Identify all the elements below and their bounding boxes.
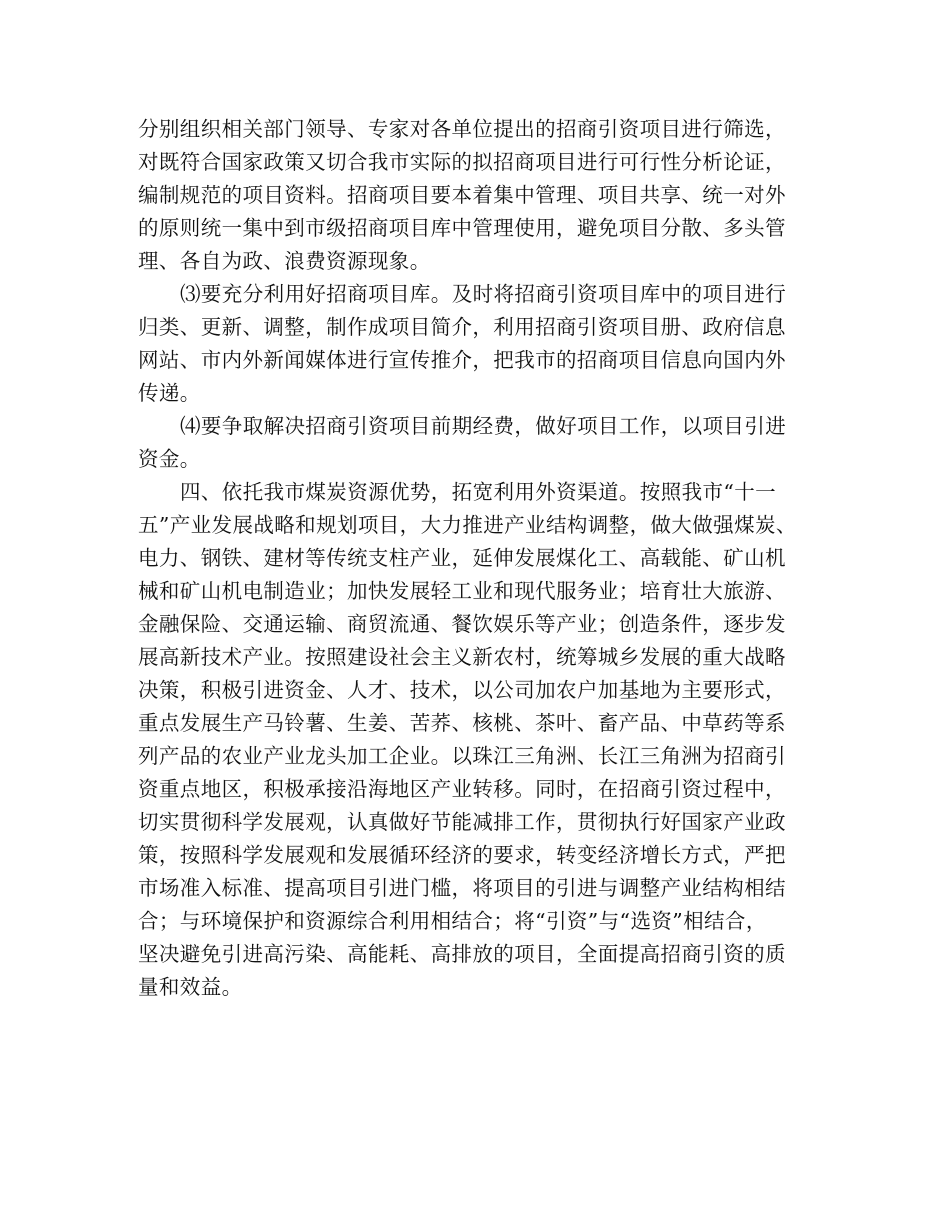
text-line: 坚决避免引进高污染、高能耗、高排放的项目，全面提高招商引资的质 [138,942,786,966]
text-line: 归类、更新、调整，制作成项目简介，利用招商引资项目册、政府信息 [138,315,786,339]
text-line: 分别组织相关部门领导、专家对各单位提出的招商引资项目进行筛选， [138,117,786,141]
text-line: 的原则统一集中到市级招商项目库中管理使用，避免项目分散、多头管 [138,216,786,240]
text-line: 对既符合国家政策又切合我市实际的拟招商项目进行可行性分析论证， [138,150,786,174]
text-line: 策，按照科学发展观和发展循环经济的要求，转变经济增长方式，严把 [138,843,786,867]
text-line: 合；与环境保护和资源综合利用相结合；将“引资”与“选资”相结合， [138,909,767,933]
text-line: 五”产业发展战略和规划项目，大力推进产业结构调整，做大做强煤炭、 [138,513,797,537]
text-line: 电力、钢铁、建材等传统支柱产业，延伸发展煤化工、高载能、矿山机 [138,546,786,570]
paragraph-start-line: ⑶要充分利用好招商项目库。及时将招商引资项目库中的项目进行 [180,282,787,306]
paragraph-start-line: ⑷要争取解决招商引资项目前期经费，做好项目工作，以项目引进 [180,414,787,438]
text-line: 量和效益。 [138,975,243,999]
text-line: 列产品的农业产业龙头加工企业。以珠江三角洲、长江三角洲为招商引 [138,744,786,768]
text-line: 传递。 [138,381,201,405]
text-line: 展高新技术产业。按照建设社会主义新农村，统筹城乡发展的重大战略 [138,645,786,669]
section-heading-line: 四、依托我市煤炭资源优势，拓宽利用外资渠道。按照我市“十一 [180,480,777,504]
text-line: 编制规范的项目资料。招商项目要本着集中管理、项目共享、统一对外 [138,183,786,207]
text-line: 金融保险、交通运输、商贸流通、餐饮娱乐等产业；创造条件，逐步发 [138,612,786,636]
body-text [138,113,828,1004]
text-line: 市场准入标准、提高项目引进门槛，将项目的引进与调整产业结构相结 [138,876,786,900]
text-line: 资金。 [138,447,201,471]
text-line: 重点发展生产马铃薯、生姜、苦荞、核桃、茶叶、畜产品、中草药等系 [138,711,786,735]
text-line: 械和矿山机电制造业；加快发展轻工业和现代服务业；培育壮大旅游、 [138,579,786,603]
text-line: 切实贯彻科学发展观，认真做好节能减排工作，贯彻执行好国家产业政 [138,810,786,834]
text-line: 资重点地区，积极承接沿海地区产业转移。同时，在招商引资过程中， [138,777,786,801]
text-line: 决策，积极引进资金、人才、技术，以公司加农户加基地为主要形式， [138,678,786,702]
text-line: 理、各自为政、浪费资源现象。 [138,249,431,273]
text-line: 网站、市内外新闻媒体进行宣传推介，把我市的招商项目信息向国内外 [138,348,786,372]
